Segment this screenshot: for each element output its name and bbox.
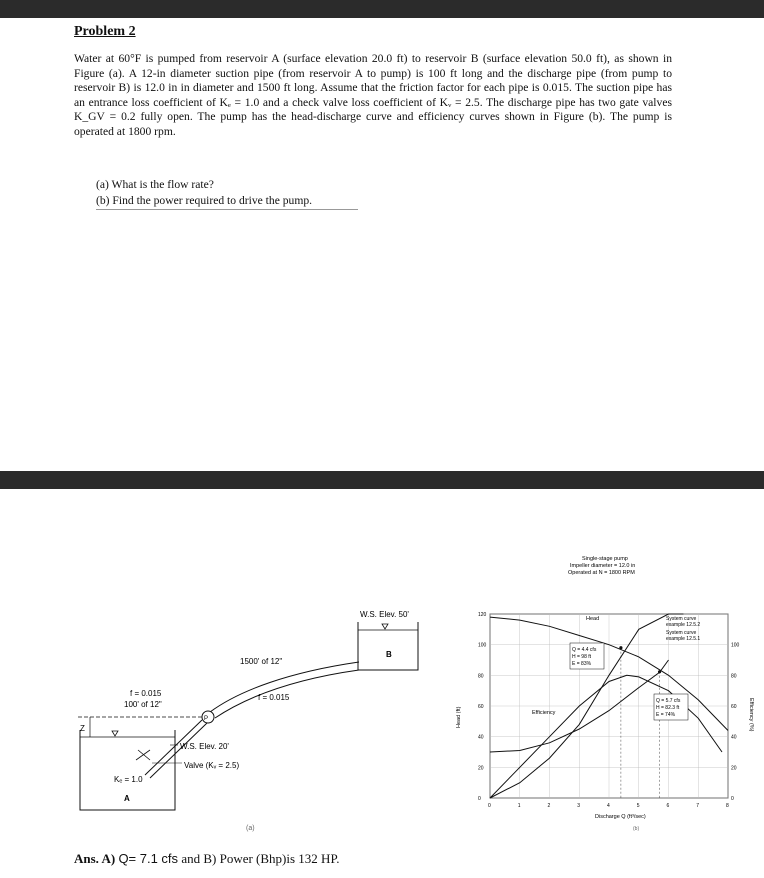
x-tick-label: 4	[607, 803, 610, 809]
question-b: (b) Find the power required to drive the pump.	[96, 194, 313, 207]
ws-a-label: W.S. Elev. 20'	[180, 742, 229, 751]
label-a: A	[124, 794, 130, 803]
op1-e: E = 83%	[572, 661, 592, 667]
x-tick-label: 2	[547, 803, 551, 809]
x-tick-label: 5	[636, 803, 640, 809]
caption-a: (a)	[246, 825, 255, 832]
question-a: (a) What is the flow rate?	[96, 178, 214, 191]
problem-statement: Water at 60°F is pumped from reservoir A (surface elevation 20.0 ft) to reservoir B (surface elevation 50.0 ft), as shown in Figure (a). A 12-in diameter suction pipe (from reservoir A to pump) is 100 ft long and the discharge pipe (from pump to reservoir B) is 12.0 in in diameter and 1500 ft long. Assume that the friction factor for each pipe is 0.015. The suction pipe has an entrance loss coefficient of Kₑ = 1.0 and a check valve loss coefficient of Kᵥ = 2.5. The discharge pipe has two gate valves K_GV = 0.2 fully open. The pump has the head-discharge curve and efficiency curves shown in Figure (b). The pump is operated at 1800 rpm.	[74, 52, 672, 138]
x-axis-label: Discharge Q (ft³/sec)	[595, 814, 646, 820]
answer-rest: and B) Power (Bhp)is 132 HP.	[178, 851, 340, 866]
y-tick-label: 100	[478, 642, 487, 649]
x-tick-label: 6	[666, 803, 670, 809]
sys1-label-2: example 12.5.2	[666, 622, 701, 628]
head-label: Head	[586, 616, 600, 622]
divider-bar	[0, 471, 764, 489]
caption-b: (b)	[633, 826, 640, 832]
label-b: B	[386, 650, 392, 659]
y2-tick-label: 40	[731, 734, 737, 741]
y2-tick-label: 100	[731, 642, 740, 649]
top-bar	[0, 0, 764, 18]
x-tick-label: 0	[488, 803, 491, 809]
ws-b-triangle	[382, 624, 388, 629]
sys2-label-2: example 12.5.1	[666, 636, 701, 642]
pump-info-line-2: Impeller diameter = 12.0 in	[570, 563, 636, 569]
op2-h: H = 82.3 ft	[656, 705, 680, 711]
f-suction: f = 0.015	[130, 689, 162, 698]
pump-info	[568, 556, 635, 576]
ws-b-label: W.S. Elev. 50'	[360, 610, 409, 619]
y2-tick-label: 80	[731, 673, 737, 680]
x-tick-label: 1	[517, 803, 521, 809]
answer	[74, 851, 339, 867]
answer-flow: Q= 7.1 cfs	[118, 851, 179, 866]
suction-pipe-label: 100' of 12"	[124, 700, 162, 709]
op1-q: Q = 4.4 cfs	[572, 647, 597, 653]
y2-tick-label: 0	[731, 796, 734, 802]
y2-tick-label: 20	[731, 765, 737, 772]
ke-label: Kₑ = 1.0	[114, 775, 143, 784]
x-tick-label: 3	[577, 803, 581, 809]
underline	[96, 209, 358, 210]
f-discharge: f = 0.015	[258, 693, 290, 702]
curve-labels	[532, 616, 700, 720]
answer-prefix: Ans. A)	[74, 851, 119, 866]
op2-e: E = 74%	[656, 712, 676, 718]
op2-q: Q = 5.7 cfs	[656, 698, 681, 704]
efficiency-label: Efficiency	[532, 710, 556, 716]
y-tick-label: 40	[478, 734, 484, 741]
pump-label: P	[204, 716, 209, 722]
y-tick-label: 20	[478, 765, 484, 772]
x-tick-label: 8	[726, 803, 729, 809]
y-tick-label: 80	[478, 673, 484, 680]
pump-info-line-1: Single-stage pump	[582, 556, 628, 562]
valve-label: Valve (Kᵥ = 2.5)	[184, 761, 240, 770]
y-tick-label: 0	[478, 796, 481, 802]
op1-h: H = 98 ft	[572, 654, 592, 660]
discharge-pipe-label: 1500' of 12"	[240, 657, 283, 666]
pump-info-line-3: Operated at N = 1800 RPM	[568, 570, 635, 576]
figure-a	[70, 600, 450, 840]
discharge-pipe	[210, 662, 359, 718]
x-tick-label: 7	[696, 803, 700, 809]
z-label: Z	[80, 724, 85, 733]
sys2-label-1: System curve	[666, 630, 697, 636]
problem-title: Problem 2	[74, 24, 136, 39]
y-axis-label: Head (ft)	[456, 706, 462, 728]
sys1-label-1: System curve	[666, 616, 697, 622]
y2-tick-label: 60	[731, 704, 737, 710]
y-tick-label: 60	[478, 704, 484, 710]
figure-b-chart	[440, 548, 764, 838]
check-valve	[136, 750, 150, 760]
y-tick-label: 120	[478, 612, 487, 618]
ws-a-triangle	[112, 731, 118, 736]
reservoir-b	[358, 622, 418, 670]
y2-axis-label: Efficiency (%)	[748, 698, 754, 732]
